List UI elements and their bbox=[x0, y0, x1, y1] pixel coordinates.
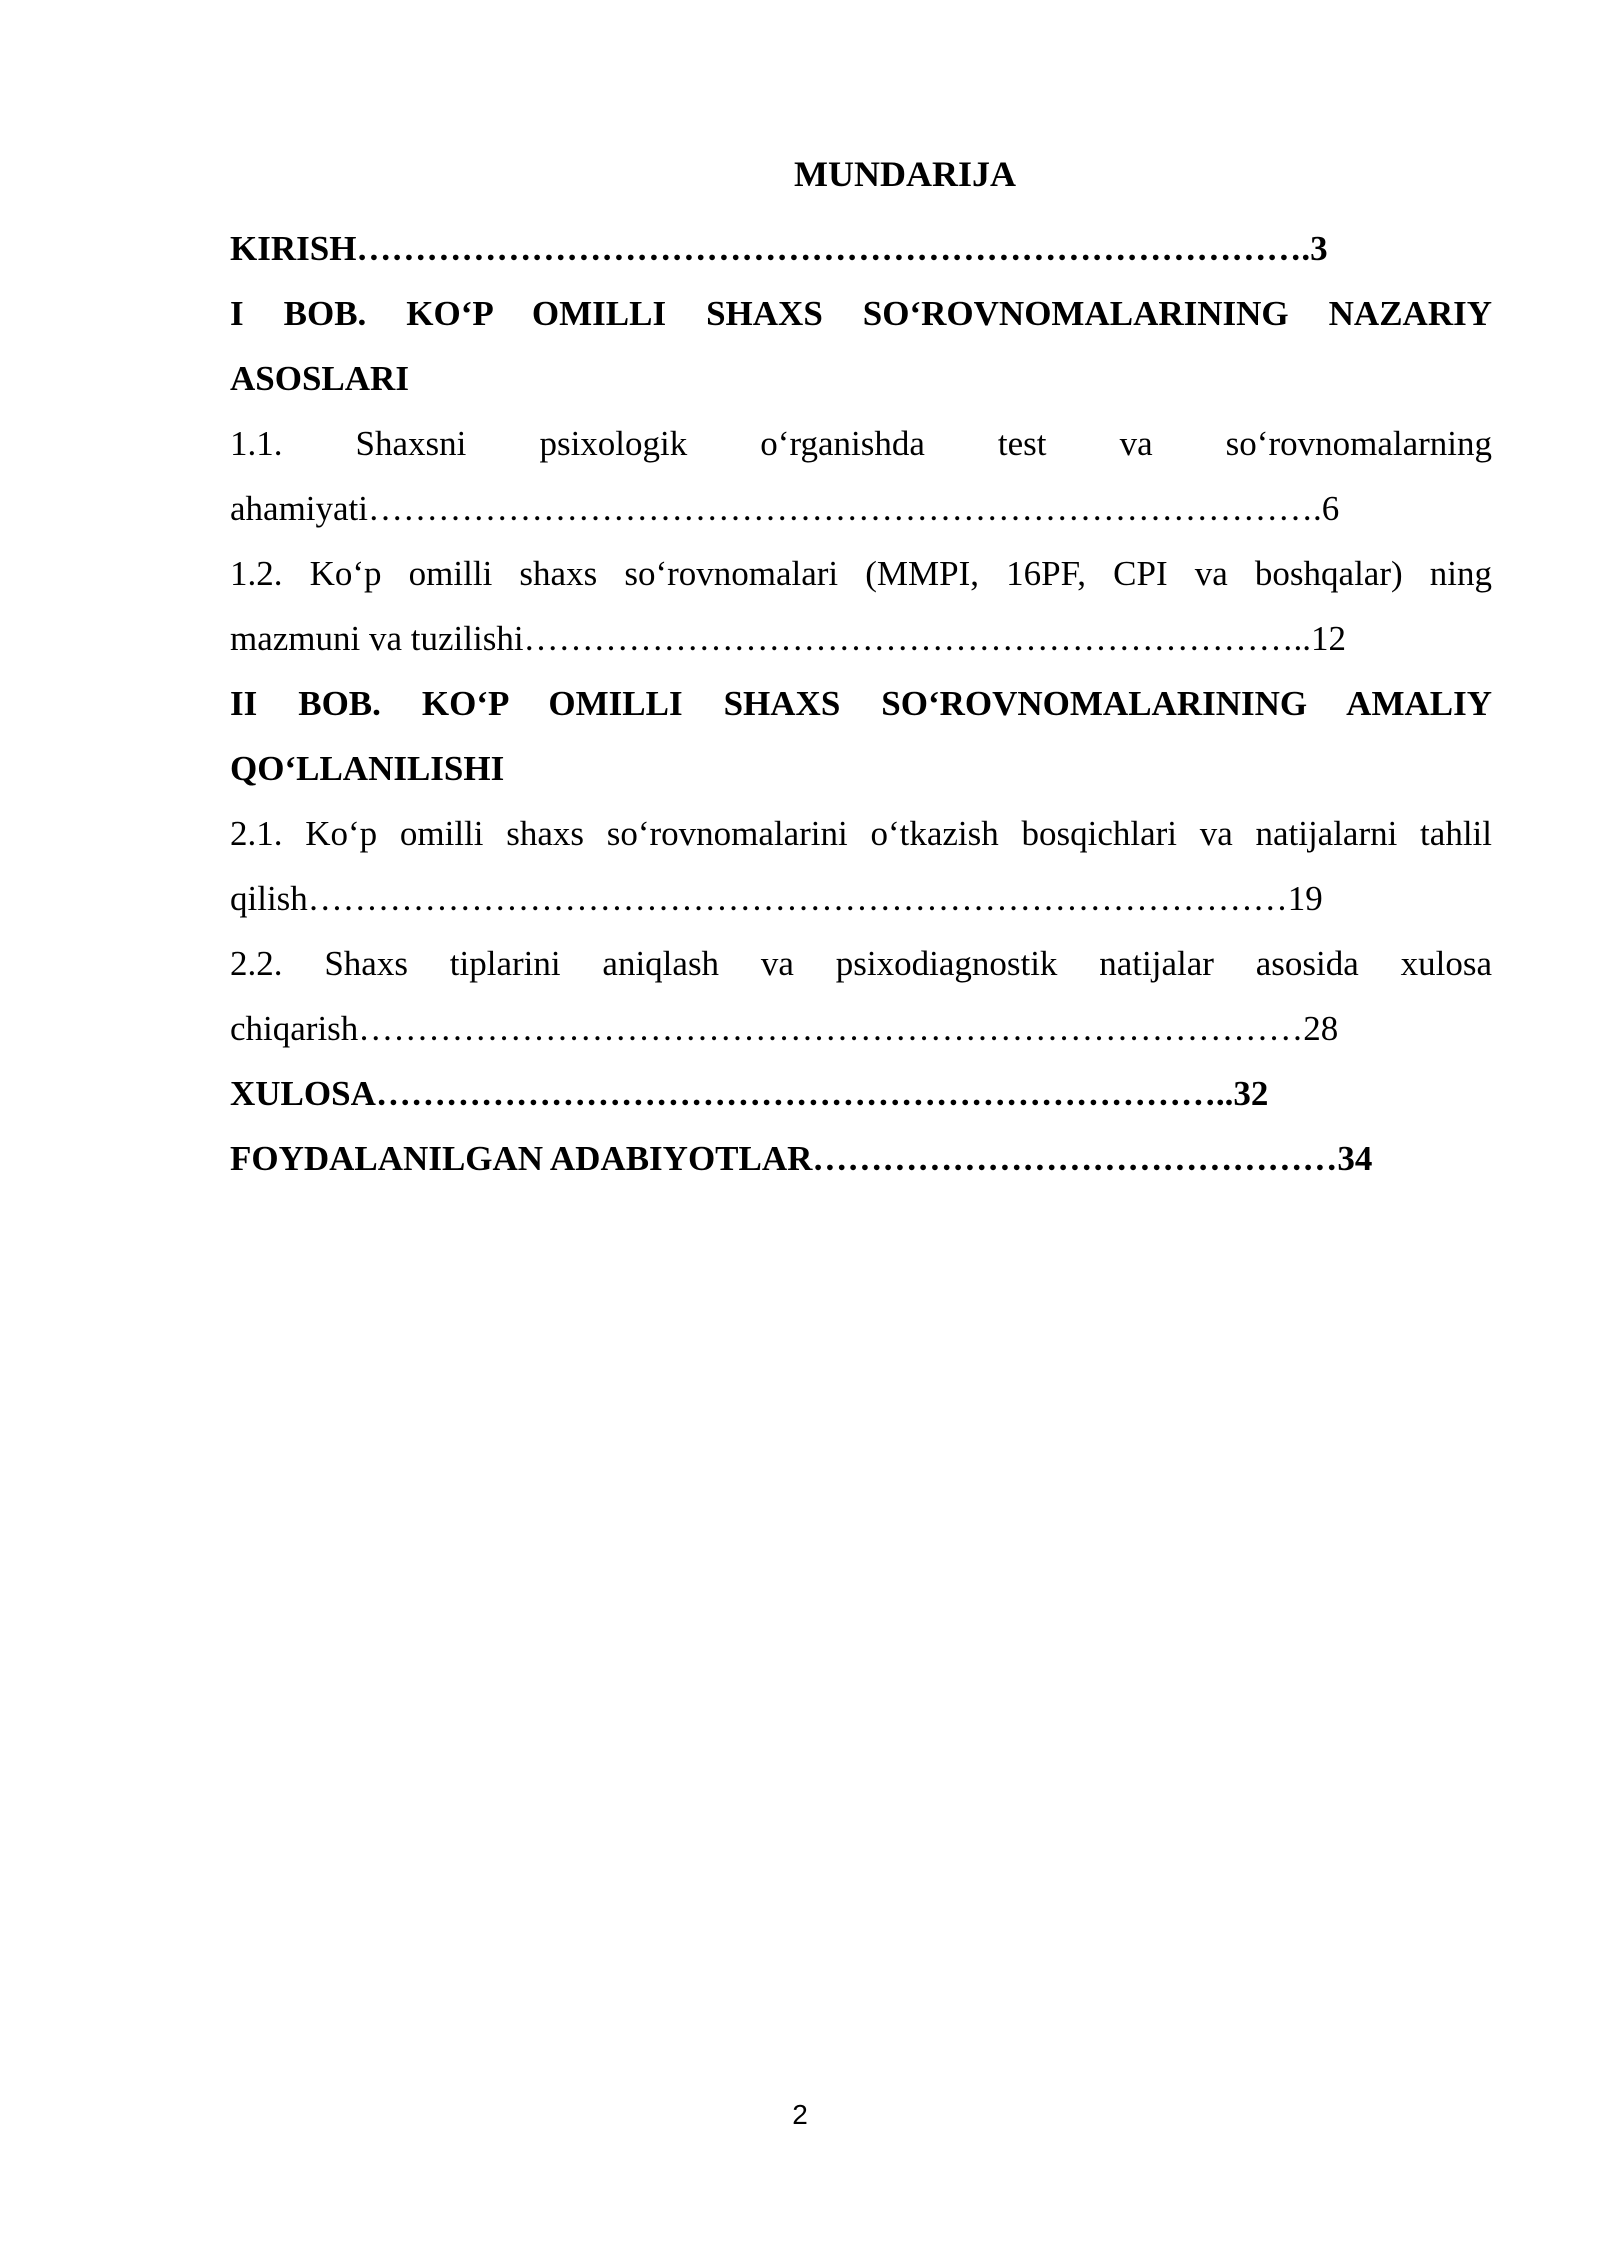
toc-section-2-1[interactable]: 2.1. Ko‘p omilli shaxs so‘rovnomalarini o‘tkazish bosqichlari va natijalarni tahlil bbox=[230, 814, 1492, 853]
toc-title: MUNDARIJA bbox=[794, 154, 1016, 194]
toc-section-2-1-cont[interactable]: qilish…………………………………………………………………………19 bbox=[230, 879, 1323, 918]
toc-section-1-1-cont[interactable]: ahamiyati……………………………………………………………………….6 bbox=[230, 489, 1340, 528]
toc-section-1-2-cont[interactable]: mazmuni va tuzilishi…………………………………………………………..12 bbox=[230, 619, 1347, 658]
toc-chapter-2-heading-cont[interactable]: QO‘LLANILISHI bbox=[230, 749, 505, 788]
toc-entry-kirish[interactable]: KIRISH……………………………………………………………………….3 bbox=[230, 229, 1328, 268]
toc-chapter-1-heading[interactable]: I BOB. KO‘P OMILLI SHAXS SO‘ROVNOMALARINING NAZARIY bbox=[230, 294, 1492, 333]
page-number: 2 bbox=[792, 2099, 808, 2130]
toc-section-2-2-cont[interactable]: chiqarish………………………………………………………………………28 bbox=[230, 1009, 1339, 1048]
table-of-contents bbox=[230, 216, 1492, 1191]
toc-entry-xulosa[interactable]: XULOSA………………………………………………………………..32 bbox=[230, 1074, 1269, 1113]
toc-chapter-1-heading-cont[interactable]: ASOSLARI bbox=[230, 359, 409, 398]
toc-section-1-1[interactable]: 1.1. Shaxsni psixologik o‘rganishda test va so‘rovnomalarning bbox=[230, 424, 1492, 463]
toc-entry-adabiyotlar[interactable]: FOYDALANILGAN ADABIYOTLAR………………………………………34 bbox=[230, 1139, 1373, 1178]
toc-section-1-2[interactable]: 1.2. Ko‘p omilli shaxs so‘rovnomalari (MMPI, 16PF, CPI va boshqalar) ning bbox=[230, 554, 1492, 593]
toc-chapter-2-heading[interactable]: II BOB. KO‘P OMILLI SHAXS SO‘ROVNOMALARINING AMALIY bbox=[230, 684, 1492, 723]
toc-section-2-2[interactable]: 2.2. Shaxs tiplarini aniqlash va psixodiagnostik natijalar asosida xulosa bbox=[230, 944, 1492, 983]
